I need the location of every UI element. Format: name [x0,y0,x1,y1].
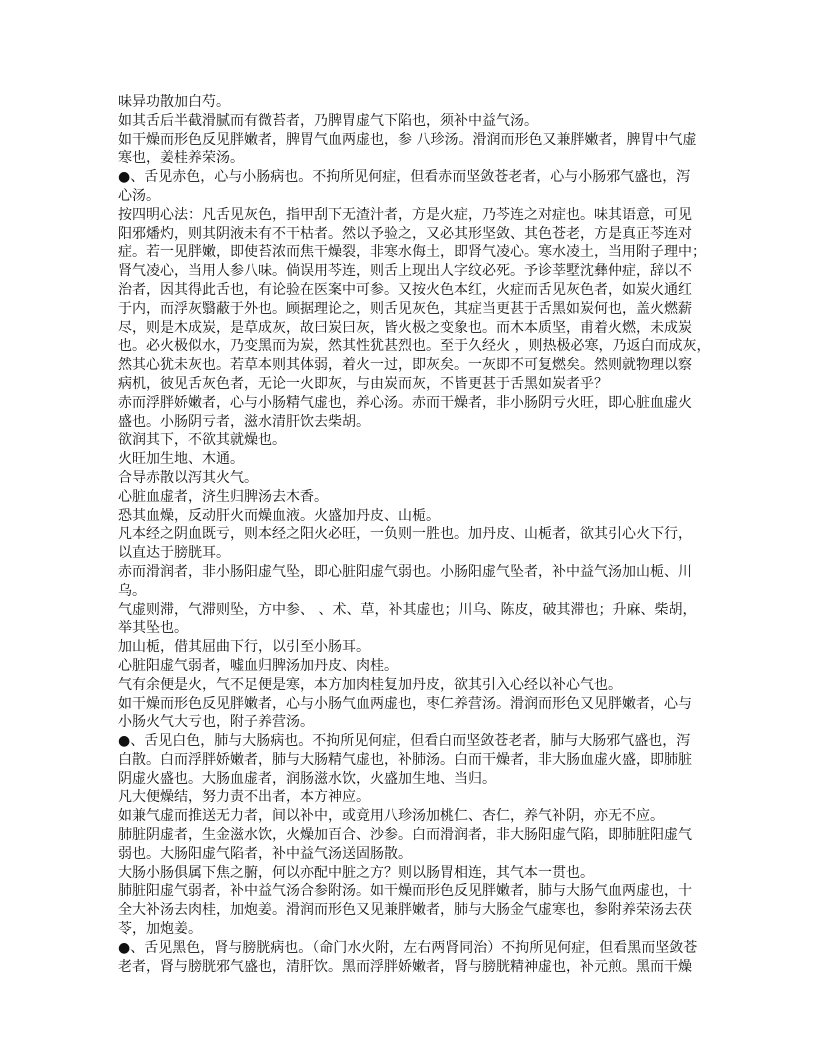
text-line: 如干燥而形色反见胖嫩者，心与小肠气血两虚也，枣仁养营汤。滑润而形色又见胖嫩者，心与 [118,695,692,712]
text-line: 然其心犹未灰也。若草本则其体弱，着火一过，即灰矣。一灰即不可复燃矣。然则就物理以察 [118,357,692,374]
text-line: 病机，彼见舌灰色者，无论一火即灰，与由炭而灰，不皆更甚于舌黑如炭者乎？ [118,375,608,392]
text-line: 心脏阳虚气弱者，嘘血归脾汤加丹皮、肉桂。 [118,657,398,674]
text-line: 火旺加生地、木通。 [118,451,244,468]
text-line: 赤而浮胖娇嫩者，心与小肠精气虚也，养心汤。赤而干燥者，非小肠阴亏火旺，即心脏血虚火 [118,394,692,411]
text-line: ●、舌见赤色，心与小肠病也。不拘所见何症，但看赤而坚敛苍老者，心与小肠邪气盛也，泻 [118,169,691,186]
text-line: 于内，而浮灰翳蔽于外也。顾据理论之，则舌见灰色，其症当更甚于舌黑如炭何也，盖火燃薪 [118,300,692,317]
text-line: 肾气凌心，当用人参八味。倘误用芩连，则舌上现出人字纹必死。予诊莘墅沈彝仲症，辞以不 [118,263,692,280]
text-line: 气有余便是火，气不足便是寒，本方加肉桂复加丹皮，欲其引入心经以补心气也。 [118,676,622,693]
text-line: 大肠小肠俱属下焦之腑，何以亦配中脏之方？则以肠胃相连，其气本一贯也。 [118,864,594,881]
text-line: 尽，则是木成炭，是草成灰，故曰炭曰灰，皆火极之变象也。而木本质坚，甫着火燃，未成炭 [118,319,692,336]
text-line: 欲润其下，不欲其就燥也。 [118,432,286,449]
text-line: 气虚则滞，气滞则坠，方中参、 、术、草，补其虚也；川乌、陈皮，破其滞也；升麻、柴胡， [118,601,697,618]
text-line: 按四明心法：凡舌见灰色，指甲刮下无渣汁者，方是火症，乃芩连之对症也。味其语意，可见 [118,206,692,223]
text-line: 阴虚火盛也。大肠血虚者，润肠滋水饮，火盛加生地、当归。 [118,770,496,787]
text-line: 以直达于膀胱耳。 [118,545,230,562]
text-line: 肺脏阳虚气弱者，补中益气汤合参附汤。如干燥而形色反见胖嫩者，肺与大肠气血两虚也，十 [118,883,692,900]
text-line: 如兼气虚而推送无力者，间以补中，或竟用八珍汤加桃仁、杏仁，养气补阴，亦无不应。 [118,808,664,825]
text-line: 寒也，姜桂养荣汤。 [118,150,244,167]
text-line: 全大补汤去肉桂，加炮姜。滑润而形色又见兼胖嫩者，肺与大肠金气虚寒也，参附养荣汤去茯 [118,902,692,919]
text-line: 苓，加炮姜。 [118,921,202,938]
text-line: 肺脏阴虚者，生金滋水饮，火燥加百合、沙参。白而滑润者，非大肠阳虚气陷，即肺脏阳虚气 [118,827,692,844]
text-line: 如干燥而形色反见胖嫩者，脾胃气血两虚也，参 八珍汤。滑润而形色又兼胖嫩者，脾胃中气虚 [118,131,697,148]
text-line: 凡大便燥结，努力责不出者，本方神应。 [118,789,370,806]
text-line: 老者，肾与膀胱邪气盛也，清肝饮。黑而浮胖娇嫩者，肾与膀胱精神虚也，补元煎。黑而干燥 [118,958,692,975]
text-line: 阳邪燔灼，则其阴液未有不干枯者。然以予验之，又必其形坚敛、其色苍老，方是真正芩连对 [118,225,692,242]
document-page [118,93,718,976]
text-line: 凡本经之阴血既亏，则本经之阳火必旺，一负则一胜也。加丹皮、山栀者，欲其引心火下行， [118,526,692,543]
text-line: 举其坠也。 [118,620,188,637]
text-line: 合导赤散以泻其火气。 [118,469,258,486]
text-line: 小肠火气大亏也，附子养营汤。 [118,714,314,731]
text-line: 心脏血虚者，济生归脾汤去木香。 [118,488,328,505]
text-line: 盛也。小肠阴亏者，滋水清肝饮去柴胡。 [118,413,370,430]
text-line: 也。必火极似水，乃变黑而为炭，然其性犹甚烈也。至于久经火 ，则热极必寒，乃返白而成灰， [118,338,711,355]
text-line: ●、舌见黑色，肾与膀胱病也。（命门水火附，左右两肾同治）不拘所见何症，但看黑而坚敛苍 [118,939,698,956]
text-line: 乌。 [118,582,146,599]
text-line: 赤而滑润者，非小肠阳虚气坠，即心脏阳虚气弱也。小肠阳虚气坠者，补中益气汤加山栀、川 [118,563,692,580]
text-line: 白散。白而浮胖娇嫩者，肺与大肠精气虚也，补肺汤。白而干燥者，非大肠血虚火盛，即肺脏 [118,751,692,768]
text-line: ●、舌见白色，肺与大肠病也。不拘所见何症，但看白而坚敛苍老者，肺与大肠邪气盛也，泻 [118,733,691,750]
text-line: 恐其血燥，反动肝火而燥血液。火盛加丹皮、山栀。 [118,507,440,524]
text-line: 心汤。 [118,187,160,204]
text-line: 如其舌后半截滑腻而有微苔者，乃脾胃虚气下陷也，须补中益气汤。 [118,112,538,129]
text-line: 症。若一见胖嫩，即使苔浓而焦干燥裂，非寒水侮土，即肾气凌心。寒水凌土，当用附子理中； [118,244,706,261]
text-line: 加山栀，借其屈曲下行，以引至小肠耳。 [118,639,370,656]
text-line: 治者，因其得此舌也，有论验在医案中可参。又按火色本红，火症而舌见灰色者，如炭火通红 [118,281,692,298]
text-line: 弱也。大肠阳虚气陷者，补中益气汤送固肠散。 [118,845,412,862]
text-line: 味异功散加白芍。 [118,94,230,110]
